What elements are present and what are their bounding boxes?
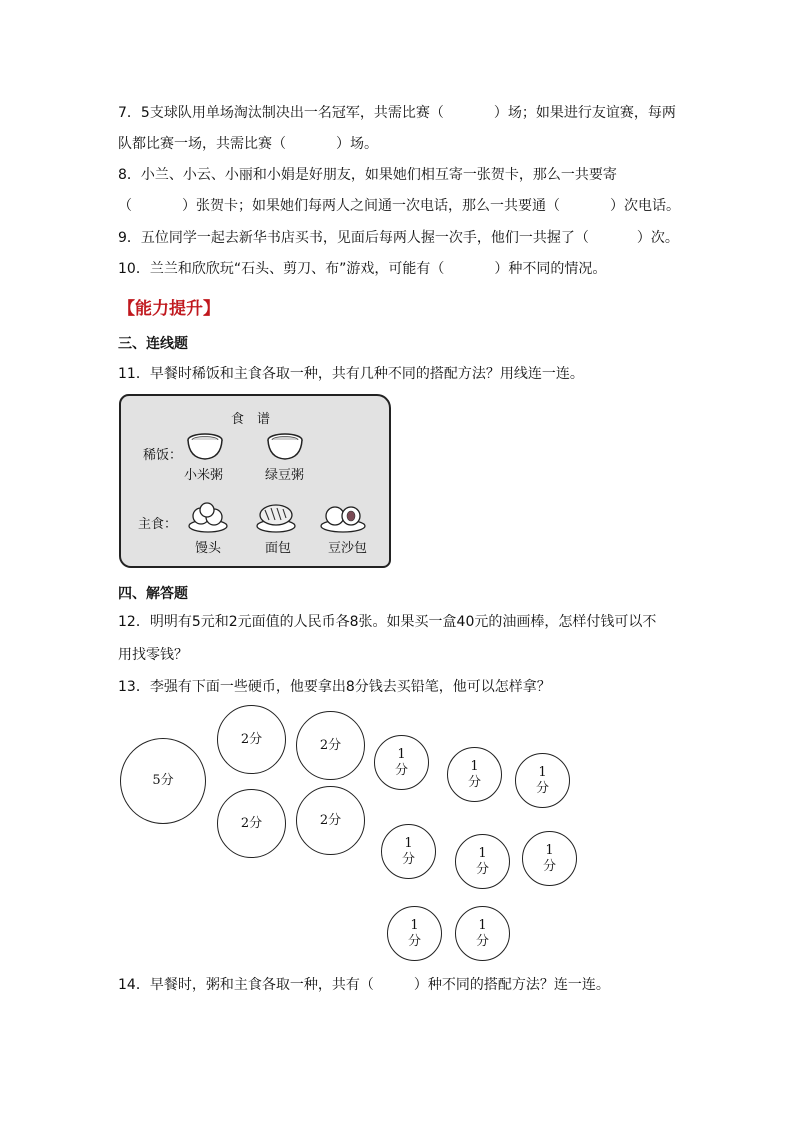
staple-name: 豆沙包: [328, 541, 368, 556]
porridge-label: 稀饭：: [143, 448, 183, 463]
q11-line: 11．早餐时稀饭和主食各取一种，共有几种不同的搭配方法？用线连一连。: [118, 366, 584, 382]
coin-1fen[interactable]: 1 分: [387, 906, 442, 961]
coin-1fen[interactable]: 1 分: [381, 824, 436, 879]
menu-card: [119, 394, 391, 568]
coin-1fen[interactable]: 1 分: [447, 747, 502, 802]
porridge-name: 绿豆粥: [265, 468, 305, 483]
porridge-name: 小米粥: [184, 468, 224, 483]
q7-line2: 队都比赛一场，共需比赛（ ）场。: [118, 136, 378, 152]
bread-icon[interactable]: [255, 500, 297, 534]
q10-line: 10．兰兰和欣欣玩“石头、剪刀、布”游戏，可能有（ ）种不同的情况。: [118, 261, 607, 277]
q12-line2: 用找零钱？: [118, 647, 188, 663]
q8-line2: （ ）张贺卡；如果她们每两人之间通一次电话，那么一共要通（ ）次电话。: [118, 198, 680, 214]
q12-line1: 12．明明有5元和2元面值的人民币各8张。如果买一盒40元的油画棒，怎样付钱可以不: [118, 614, 657, 630]
coin-1fen[interactable]: 1 分: [515, 753, 570, 808]
coin-2fen[interactable]: 2分: [296, 711, 365, 780]
q7-line1: 7．5支球队用单场淘汰制决出一名冠军，共需比赛（ ）场；如果进行友谊赛，每两: [118, 105, 676, 121]
mantou-icon[interactable]: [187, 500, 229, 534]
coin-1fen[interactable]: 1 分: [455, 834, 510, 889]
section-ability-heading: 【能力提升】: [118, 299, 220, 319]
millet-porridge-bowl-icon[interactable]: [185, 432, 225, 462]
section4-heading: 四、解答题: [118, 586, 188, 602]
staple-name: 馒头: [195, 541, 222, 556]
staple-label: 主食：: [138, 517, 178, 532]
section3-heading: 三、连线题: [118, 336, 188, 352]
coin-2fen[interactable]: 2分: [296, 786, 365, 855]
menu-title: 食 谱: [231, 412, 271, 427]
bean-bun-icon[interactable]: [319, 500, 367, 534]
q9-line: 9．五位同学一起去新华书店买书，见面后每两人握一次手，他们一共握了（ ）次。: [118, 230, 679, 246]
staple-name: 面包: [265, 541, 292, 556]
q8-line1: 8．小兰、小云、小丽和小娟是好朋友，如果她们相互寄一张贺卡，那么一共要寄: [118, 167, 617, 183]
coin-1fen[interactable]: 1 分: [455, 906, 510, 961]
coin-1fen[interactable]: 1 分: [522, 831, 577, 886]
mungbean-porridge-bowl-icon[interactable]: [265, 432, 305, 462]
coin-2fen[interactable]: 2分: [217, 789, 286, 858]
coin-1fen[interactable]: 1 分: [374, 735, 429, 790]
coin-5fen[interactable]: 5分: [120, 738, 206, 824]
q13-line: 13．李强有下面一些硬币，他要拿出8分钱去买铅笔，他可以怎样拿？: [118, 679, 551, 695]
q14-line: 14．早餐时，粥和主食各取一种，共有（ ）种不同的搭配方法？连一连。: [118, 977, 610, 993]
coin-2fen[interactable]: 2分: [217, 705, 286, 774]
